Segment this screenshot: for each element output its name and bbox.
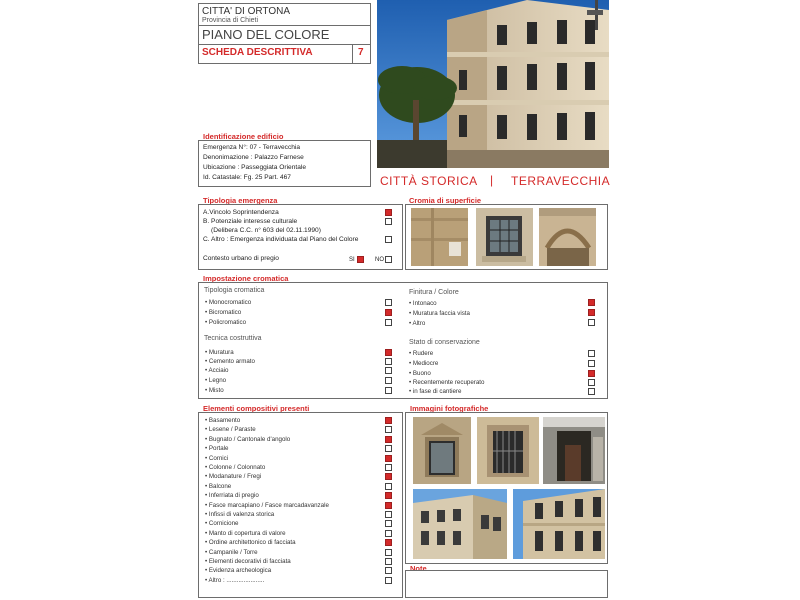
tipologia-title: Tipologia emergenza	[203, 196, 278, 205]
elementi-item: • Bugnato / Cantonale d'angolo	[205, 435, 291, 443]
checkbox-no[interactable]	[385, 256, 392, 263]
plan-title: PIANO DEL COLORE	[202, 27, 330, 42]
elementi-item: • Manto di copertura di valore	[205, 529, 286, 537]
elementi-item: • Ordine architettonico di facciata	[205, 539, 296, 547]
identificazione-line: Id. Catastale: Fg. 25 Part. 467	[203, 174, 291, 181]
elementi-checkbox[interactable]	[385, 464, 392, 471]
identificazione-line: Ubicazione : Passeggiata Orientale	[203, 164, 306, 171]
tipologia-item: (Delibera C.C. n° 603 del 02.11.1990)	[211, 227, 321, 234]
tipologia-box	[198, 204, 403, 270]
checkbox-buono[interactable]	[588, 370, 595, 377]
photo-interior-door	[543, 417, 605, 484]
district-separator: |	[490, 173, 494, 187]
elementi-checkbox[interactable]	[385, 577, 392, 584]
tecnica-item: • Cemento armato	[205, 358, 255, 365]
elementi-checkbox[interactable]	[385, 455, 392, 462]
elementi-item: • Inferriata di pregio	[205, 492, 259, 500]
elementi-item: • Campanile / Torre	[205, 548, 258, 556]
elementi-checkbox[interactable]	[385, 549, 392, 556]
cromia-box	[405, 204, 608, 270]
header-box	[198, 3, 371, 64]
stato-title: Stato di conservazione	[409, 339, 480, 346]
elementi-checkbox[interactable]	[385, 445, 392, 452]
elementi-item: • Fasce marcapiano / Fasce marcadavanzale	[205, 501, 329, 509]
tipologia-cromatica-title: Tipologia cromatica	[204, 287, 265, 294]
photo-facade-side	[513, 489, 605, 559]
checkbox-cantiere[interactable]	[588, 388, 595, 395]
no-label: NO	[375, 257, 384, 263]
checkbox-potenziale[interactable]	[385, 218, 392, 225]
photo-facade-wide	[413, 489, 507, 559]
identificazione-box	[198, 140, 371, 187]
identificazione-title: Identificazione edificio	[203, 132, 284, 141]
impostazione-title: Impostazione cromatica	[203, 274, 289, 283]
tecnica-costruttiva-title: Tecnica costruttiva	[204, 335, 262, 342]
tipologia-item: C. Altro : Emergenza individuata dal Piano del Colore	[203, 236, 359, 243]
identificazione-line: Denonimazione : Palazzo Farnese	[203, 154, 304, 161]
header-divider	[199, 25, 370, 26]
checkbox-finitura-altro[interactable]	[588, 319, 595, 326]
elementi-title: Elementi compositivi presenti	[203, 404, 310, 413]
finitura-item: • Altro	[409, 320, 426, 327]
checkbox-acciaio[interactable]	[385, 367, 392, 374]
checkbox-legno[interactable]	[385, 377, 392, 384]
elementi-checkbox[interactable]	[385, 558, 392, 565]
checkbox-intonaco[interactable]	[588, 299, 595, 306]
impostazione-box	[198, 282, 608, 399]
stato-item: • Rudere	[409, 350, 434, 357]
si-label: SI	[349, 257, 355, 263]
checkbox-altro[interactable]	[385, 236, 392, 243]
card-title: SCHEDA DESCRITTIVA	[202, 47, 313, 58]
elementi-checkbox[interactable]	[385, 417, 392, 424]
tecnica-item: • Misto	[205, 387, 224, 394]
province-name: Provincia di Chieti	[202, 17, 259, 24]
stato-item: • Recentemente recuperato	[409, 379, 485, 386]
immagini-box	[405, 412, 608, 564]
elementi-checkbox[interactable]	[385, 436, 392, 443]
identificazione-line: Emergenza N°: 07 - Terravecchia	[203, 144, 301, 151]
photo-window-grille	[477, 417, 539, 484]
elementi-checkbox[interactable]	[385, 511, 392, 518]
elementi-item: • Colonne / Colonnato	[205, 464, 266, 471]
stato-item: • Buono	[409, 370, 431, 377]
checkbox-vincolo[interactable]	[385, 209, 392, 216]
immagini-title: Immagini fotografiche	[410, 404, 489, 413]
checkbox-muratura[interactable]	[385, 349, 392, 356]
tecnica-item: • Legno	[205, 377, 227, 384]
tecnica-item: • Muratura	[205, 349, 234, 356]
elementi-item: • Evidenza archeologica	[205, 567, 272, 575]
note-box[interactable]	[405, 570, 608, 598]
checkbox-mediocre[interactable]	[588, 360, 595, 367]
cromia-sample-stone	[411, 208, 468, 266]
district-right: TERRAVECCHIA	[511, 174, 611, 188]
checkbox-bicromatico[interactable]	[385, 309, 392, 316]
header-divider	[199, 44, 370, 45]
checkbox-rudere[interactable]	[588, 350, 595, 357]
elementi-checkbox[interactable]	[385, 426, 392, 433]
elementi-checkbox[interactable]	[385, 520, 392, 527]
checkbox-faccia-vista[interactable]	[588, 309, 595, 316]
elementi-checkbox[interactable]	[385, 502, 392, 509]
city-name: CITTA' DI ORTONA	[202, 6, 291, 17]
checkbox-policromatico[interactable]	[385, 319, 392, 326]
tipologia-cromatica-item: • Bicromatico	[205, 309, 242, 316]
district-left: CITTÀ STORICA	[380, 174, 478, 188]
finitura-title: Finitura / Colore	[409, 289, 459, 296]
elementi-item: • Balcone	[205, 482, 232, 490]
stato-item: • Mediocre	[409, 360, 439, 367]
cromia-sample-window	[476, 208, 533, 266]
elementi-item: • Portale	[205, 445, 229, 453]
elementi-item: • Lesene / Paraste	[205, 426, 256, 434]
elementi-checkbox[interactable]	[385, 530, 392, 537]
finitura-item: • Muratura faccia vista	[409, 310, 470, 317]
checkbox-si[interactable]	[357, 256, 364, 263]
elementi-checkbox[interactable]	[385, 567, 392, 574]
photo-window-pediment	[413, 417, 471, 484]
elementi-checkbox[interactable]	[385, 483, 392, 490]
contesto-label: Contesto urbano di pregio	[203, 255, 279, 262]
tecnica-item: • Acciaio	[205, 367, 229, 374]
elementi-item: • Basamento	[205, 417, 241, 424]
elementi-item: • Elementi decorativi di facciata	[205, 558, 291, 565]
elementi-item: • Modanature / Fregi	[205, 473, 262, 481]
elementi-checkbox[interactable]	[385, 492, 392, 499]
checkbox-monocromatico[interactable]	[385, 299, 392, 306]
building-photo	[377, 0, 609, 168]
elementi-item: • Cornicione	[205, 520, 239, 528]
elementi-box	[198, 412, 403, 598]
tipologia-cromatica-item: • Policromatico	[205, 319, 247, 326]
card-number-divider	[352, 44, 353, 63]
tipologia-cromatica-item: • Monocromatico	[205, 299, 252, 306]
cromia-sample-arch	[539, 208, 596, 266]
elementi-item: • Infissi di valenza storica	[205, 511, 275, 518]
checkbox-misto[interactable]	[385, 387, 392, 394]
elementi-item: • Altro : ......................	[205, 576, 265, 584]
checkbox-recuperato[interactable]	[588, 379, 595, 386]
tipologia-item: A.Vincolo Soprintendenza	[203, 209, 279, 216]
elementi-checkbox[interactable]	[385, 473, 392, 480]
note-title: Note	[410, 564, 427, 573]
checkbox-cemento[interactable]	[385, 358, 392, 365]
stato-item: • in fase di cantiere	[409, 388, 462, 395]
cromia-title: Cromia di superficie	[409, 196, 482, 205]
card-number: 7	[358, 47, 364, 58]
elementi-item: • Cornici	[205, 454, 229, 462]
finitura-item: • Intonaco	[409, 300, 437, 307]
elementi-checkbox[interactable]	[385, 539, 392, 546]
tipologia-item: B. Potenziale interesse culturale	[203, 218, 298, 225]
